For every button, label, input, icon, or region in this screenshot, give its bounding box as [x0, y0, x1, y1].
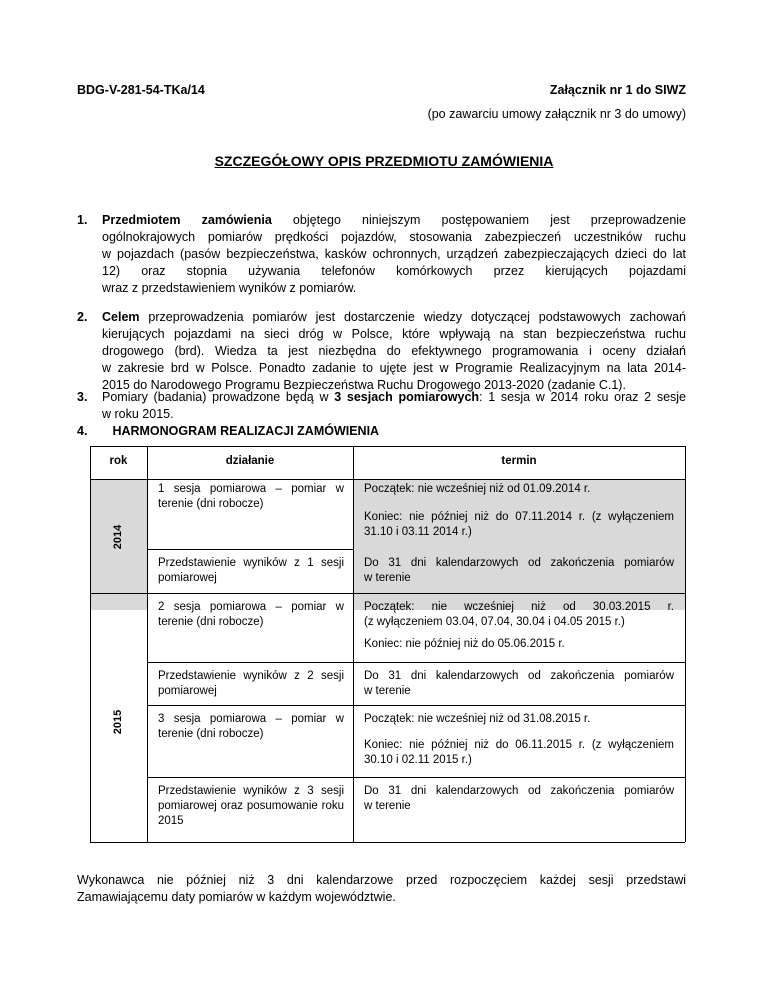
table-border	[90, 842, 685, 843]
column-header-year: rok	[109, 455, 128, 467]
item-text: drogowego (brd). Wiedza ta jest niezbędna do efektywnego programowania i oceny działań	[102, 344, 686, 358]
table-cell-term	[364, 482, 674, 497]
table-cell-action	[158, 669, 344, 699]
item-text: ogólnokrajowych pomiarów prędkości pojazdów, stosowania zabezpieczeń uczestników ruchu	[102, 230, 686, 244]
table-border	[147, 705, 685, 706]
item-text: objętego niniejszym postępowaniem jest przeprowadzenie	[271, 213, 686, 227]
item-number: 2.	[77, 310, 88, 324]
column-header-action: działanie	[225, 455, 275, 467]
paragraph-text: Wykonawca nie później niż 3 dni kalendarzowe przed rozpoczęciem każdej sesji przedstawi	[77, 873, 686, 887]
list-item-4	[77, 424, 379, 438]
item-number: 1.	[77, 213, 88, 227]
table-border	[685, 446, 686, 842]
cell-text: w terenie	[364, 572, 411, 584]
table-cell-action	[158, 712, 344, 742]
cell-text: (z wyłączeniem 03.04, 07.04, 30.04 i 04.05 2015 r.)	[364, 616, 625, 628]
cell-text: Początek: nie wcześniej niż od 30.03.2015 r.	[364, 601, 674, 613]
cell-text: Przedstawienie wyników z 2 sesji	[158, 670, 344, 682]
cell-text: Do 31 dni kalendarzowych od zakończenia pomiarów	[364, 557, 674, 569]
table-cell-action	[158, 784, 344, 829]
cell-text: terenie (dni robocze)	[158, 616, 264, 628]
cell-text: Koniec: nie później niż do 07.11.2014 r. (z wyłączeniem	[364, 511, 674, 523]
item-text: w zakresie brd w Polsce. Ponadto zadanie to ujęte jest w Programie Realizacyjnym na lata 2014-	[102, 361, 686, 375]
table-cell-action	[158, 482, 344, 512]
cell-text: 2 sesja pomiarowa – pomiar w	[158, 601, 344, 613]
table-cell-action	[158, 600, 344, 630]
item-lead: Przedmiotem zamówienia	[102, 213, 272, 227]
table-cell-term	[364, 712, 674, 727]
item-number: 3.	[77, 390, 88, 404]
cell-text: w terenie	[364, 800, 411, 812]
table-border	[90, 479, 685, 480]
attachment-label: Załącznik nr 1 do SIWZ	[549, 83, 686, 97]
cell-text: Do 31 dni kalendarzowych od zakończenia pomiarów	[364, 785, 674, 797]
cell-text: Przedstawienie wyników z 1 sesji	[158, 557, 344, 569]
cell-text: pomiarowej oraz posumowanie roku	[158, 800, 344, 812]
paragraph-text: Zamawiającemu daty pomiarów w każdym województwie.	[77, 890, 396, 904]
item-text: 2015 do Narodowego Programu Bezpieczeństwa Ruchu Drogowego 2013-2020 (zadanie C.1).	[102, 378, 626, 392]
cell-text: Początek: nie wcześniej niż od 31.08.2015 r.	[364, 713, 591, 725]
schedule-table	[90, 446, 685, 842]
item-text: : 1 sesja w 2014 roku oraz 2 sesje	[479, 390, 687, 404]
item-lead: Celem	[102, 310, 140, 324]
item-number: 4.	[77, 424, 88, 438]
term-2014-shading	[353, 479, 685, 610]
list-item-3	[77, 389, 686, 423]
table-border	[353, 446, 354, 842]
table-border	[147, 549, 353, 550]
item-text: w roku 2015.	[102, 407, 174, 421]
cell-text: pomiarowej	[158, 685, 217, 697]
cell-text: Początek: nie wcześniej niż od 01.09.2014 r.	[364, 483, 591, 495]
table-border	[90, 593, 685, 594]
cell-text: terenie (dni robocze)	[158, 498, 264, 510]
item-text: przeprowadzenia pomiarów jest dostarczenie wiedzy dotyczącej podstawowych zachowań	[139, 310, 686, 324]
table-cell-term	[364, 510, 674, 540]
cell-text: terenie (dni robocze)	[158, 728, 264, 740]
table-cell-term	[364, 600, 674, 630]
table-border	[90, 446, 685, 447]
table-cell-term	[364, 637, 674, 652]
table-cell-term	[364, 556, 674, 586]
attachment-note: (po zawarciu umowy załącznik nr 3 do umowy)	[427, 107, 686, 121]
cell-text: Do 31 dni kalendarzowych od zakończenia pomiarów	[364, 670, 674, 682]
item-text: kierujących pojazdami na sieci dróg w Polsce, które wpływają na stan bezpieczeństwa ruchu	[102, 327, 686, 341]
table-cell-term	[364, 738, 674, 768]
cell-text: Koniec: nie później niż do 06.11.2015 r. (z wyłączeniem	[364, 739, 674, 751]
cell-text: Koniec: nie później niż do 05.06.2015 r.	[364, 638, 565, 650]
table-border	[147, 446, 148, 842]
cell-text: 2015	[158, 815, 184, 827]
list-item-2	[77, 309, 686, 394]
cell-text: 1 sesja pomiarowa – pomiar w	[158, 483, 344, 495]
item-emphasis: 3 sesjach pomiarowych	[334, 390, 480, 404]
cell-text: Przedstawienie wyników z 3 sesji	[158, 785, 344, 797]
cell-text: 3 sesja pomiarowa – pomiar w	[158, 713, 344, 725]
item-text: wraz z przedstawieniem wyników z pomiarów.	[102, 281, 357, 295]
cell-text: w terenie	[364, 685, 411, 697]
reference-number: BDG-V-281-54-TKa/14	[77, 83, 205, 97]
table-border	[147, 777, 685, 778]
section-heading: HARMONOGRAM REALIZACJI ZAMÓWIENIA	[112, 424, 380, 438]
item-text: 12) oraz stopnia używania telefonów komórkowych przez kierujących pojazdami	[102, 264, 686, 278]
document-title: SZCZEGÓŁOWY OPIS PRZEDMIOTU ZAMÓWIENIA	[214, 153, 554, 169]
cell-text: pomiarowej	[158, 572, 217, 584]
year-label-2014: 2014	[112, 524, 124, 550]
cell-text: 30.10 i 02.11 2015 r.)	[364, 754, 472, 766]
item-text: Pomiary (badania) prowadzone będą w	[102, 390, 335, 404]
table-cell-action	[158, 556, 344, 586]
year-label-2015: 2015	[112, 709, 124, 735]
cell-text: 31.10 i 03.11 2014 r.)	[364, 526, 472, 538]
footer-paragraph	[77, 872, 686, 906]
table-border	[90, 446, 91, 842]
item-text: w pojazdach (pasów bezpieczeństwa, kasków ochronnych, urządzeń zabezpieczających dzieci do lat	[102, 247, 686, 261]
table-cell-term	[364, 784, 674, 814]
list-item-1	[77, 212, 686, 297]
table-border	[147, 662, 685, 663]
table-cell-term	[364, 669, 674, 699]
column-header-term: termin	[501, 455, 537, 467]
